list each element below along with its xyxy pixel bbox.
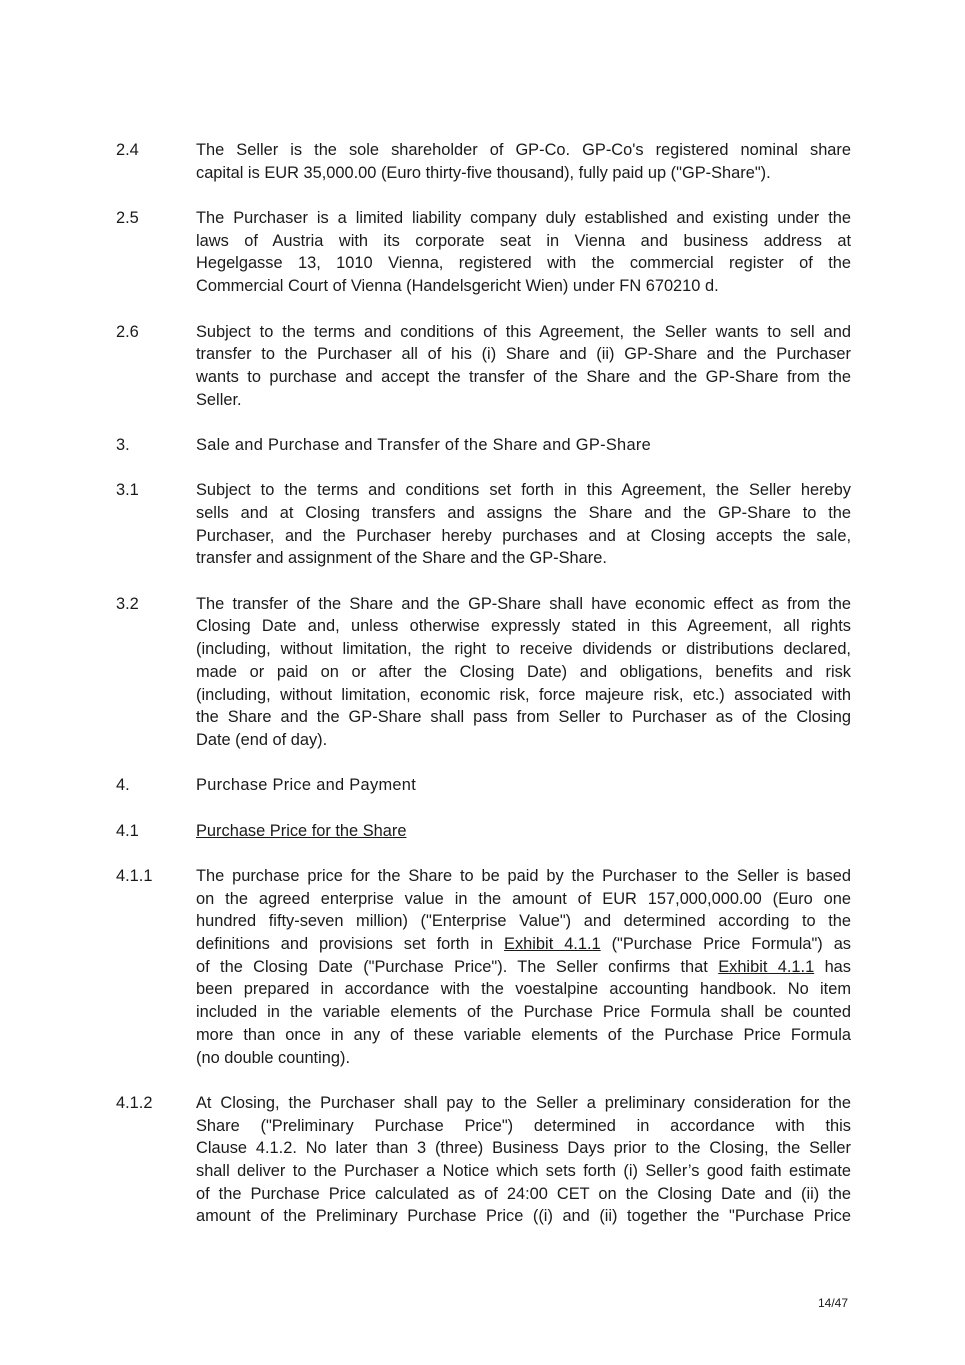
section-heading <box>116 774 851 797</box>
text-line: Purchase Price and Payment <box>196 776 417 795</box>
text-line: the Share and the GP-Share shall pass from Seller to Purchaser as of the Closing <box>196 708 851 727</box>
clause-paragraph <box>116 865 851 1069</box>
clause-number: 4.1 <box>116 821 139 840</box>
clause-text <box>196 479 851 570</box>
clause-text <box>196 434 851 457</box>
clause-number: 3. <box>116 435 130 454</box>
text-line: (no double counting). <box>196 1048 350 1067</box>
text-line: Purchaser, and the Purchaser hereby purchases and at Closing accepts the sale, <box>196 526 851 545</box>
text-line: The Seller is the sole shareholder of GP-Co. GP-Co's registered nominal share <box>196 141 851 159</box>
text-line: shall deliver to the Purchaser a Notice which sets forth (i) Seller’s good faith estimate <box>196 1161 851 1180</box>
clause-number: 4.1.1 <box>116 867 153 885</box>
text-line: hundred fifty-seven million) ("Enterprise Value") and determined according to the <box>196 912 851 931</box>
text-line <box>196 820 851 843</box>
clause-text <box>196 820 851 843</box>
text-line <box>196 933 851 956</box>
text-segment: definitions and provisions set forth in <box>196 935 505 954</box>
text-line: of the Purchase Price calculated as of 24:00 CET on the Closing Date and (ii) the <box>196 1184 851 1203</box>
clause-number: 2.6 <box>116 322 139 341</box>
text-line: transfer to the Purchaser all of his (i) Share and (ii) GP-Share and the Purchaser <box>196 345 851 364</box>
clause-text <box>196 207 851 298</box>
exhibit-reference: Purchase Price for the Share <box>196 821 407 840</box>
text-line: Closing Date and, unless otherwise expressly stated in this Agreement, all rights <box>196 617 851 636</box>
text-line: The purchase price for the Share to be paid by the Purchaser to the Seller is based <box>196 867 851 885</box>
exhibit-reference: Exhibit 4.1.1 <box>718 957 815 976</box>
clause-number: 4.1.2 <box>116 1093 153 1112</box>
clause-number: 4. <box>116 776 130 795</box>
document-body <box>116 139 851 1251</box>
clause-paragraph <box>116 1092 851 1228</box>
clause-text <box>196 321 851 412</box>
clause-number: 3.1 <box>116 481 139 500</box>
text-segment: has <box>814 957 851 976</box>
text-line: capital is EUR 35,000.00 (Euro thirty-five thousand), fully paid up ("GP-Share"). <box>196 163 771 182</box>
text-segment: ("Purchase Price Formula") as <box>600 935 852 954</box>
text-line: sells and at Closing transfers and assigns the Share and the GP-Share to the <box>196 504 851 522</box>
text-line: Clause 4.1.2. No later than 3 (three) Business Days prior to the Closing, the Seller <box>196 1139 851 1158</box>
clause-text <box>196 865 851 1069</box>
clause-text <box>196 1092 851 1228</box>
section-heading <box>116 434 851 457</box>
text-line: The Purchaser is a limited liability company duly established and existing under the <box>196 209 851 228</box>
text-line: made or paid on or after the Closing Date) and obligations, benefits and risk <box>196 662 851 681</box>
text-line: amount of the Preliminary Purchase Price ((i) and (ii) together the "Purchase Price <box>196 1207 851 1226</box>
text-line: transfer and assignment of the Share and the GP-Share. <box>196 549 607 568</box>
text-line: The transfer of the Share and the GP-Share shall have economic effect as from the <box>196 594 851 613</box>
clause-number: 2.5 <box>116 209 139 228</box>
text-line: on the agreed enterprise value in the amount of EUR 157,000,000.00 (Euro one <box>196 889 851 908</box>
exhibit-reference: Exhibit 4.1.1 <box>504 935 601 954</box>
text-line: (including, without limitation, economic risk, force majeure risk, etc.) associated with <box>196 685 851 704</box>
clause-paragraph <box>116 820 851 843</box>
clause-text <box>196 593 851 752</box>
text-line: (including, without limitation, the right to receive dividends or distributions declared, <box>196 640 851 659</box>
text-line <box>196 956 851 979</box>
text-line: wants to purchase and accept the transfer of the Share and the GP-Share from the <box>196 367 851 386</box>
clause-paragraph <box>116 139 851 184</box>
text-line: At Closing, the Purchaser shall pay to the Seller a preliminary consideration for the <box>196 1093 851 1112</box>
clause-text <box>196 139 851 184</box>
clause-number: 3.2 <box>116 594 139 613</box>
text-line: Commercial Court of Vienna (Handelsgericht Wien) under FN 670210 d. <box>196 277 719 296</box>
clause-number: 2.4 <box>116 141 139 159</box>
text-line: Sale and Purchase and Transfer of the Share and GP-Share <box>196 435 652 454</box>
page-number: 14/47 <box>818 1296 849 1310</box>
text-line: Date (end of day). <box>196 730 328 749</box>
text-line: Seller. <box>196 390 242 409</box>
text-line: more than once in any of these variable elements of the Purchase Price Formula <box>196 1025 851 1044</box>
text-line: Share ("Preliminary Purchase Price") determined in accordance with this <box>196 1116 851 1135</box>
text-line: laws of Austria with its corporate seat in Vienna and business address at <box>196 231 851 250</box>
clause-paragraph <box>116 593 851 752</box>
text-line: included in the variable elements of the Purchase Price Formula shall be counted <box>196 1003 851 1022</box>
clause-paragraph <box>116 207 851 298</box>
clause-paragraph <box>116 479 851 570</box>
text-segment: of the Closing Date ("Purchase Price"). The Seller confirms that <box>196 957 719 976</box>
text-line: Subject to the terms and conditions set forth in this Agreement, the Seller hereby <box>196 481 851 500</box>
text-line: been prepared in accordance with the voestalpine accounting handbook. No item <box>196 980 851 999</box>
clause-paragraph <box>116 321 851 412</box>
text-line: Subject to the terms and conditions of this Agreement, the Seller wants to sell and <box>196 322 851 341</box>
clause-text <box>196 774 851 797</box>
text-line: Hegelgasse 13, 1010 Vienna, registered with the commercial register of the <box>196 254 851 273</box>
